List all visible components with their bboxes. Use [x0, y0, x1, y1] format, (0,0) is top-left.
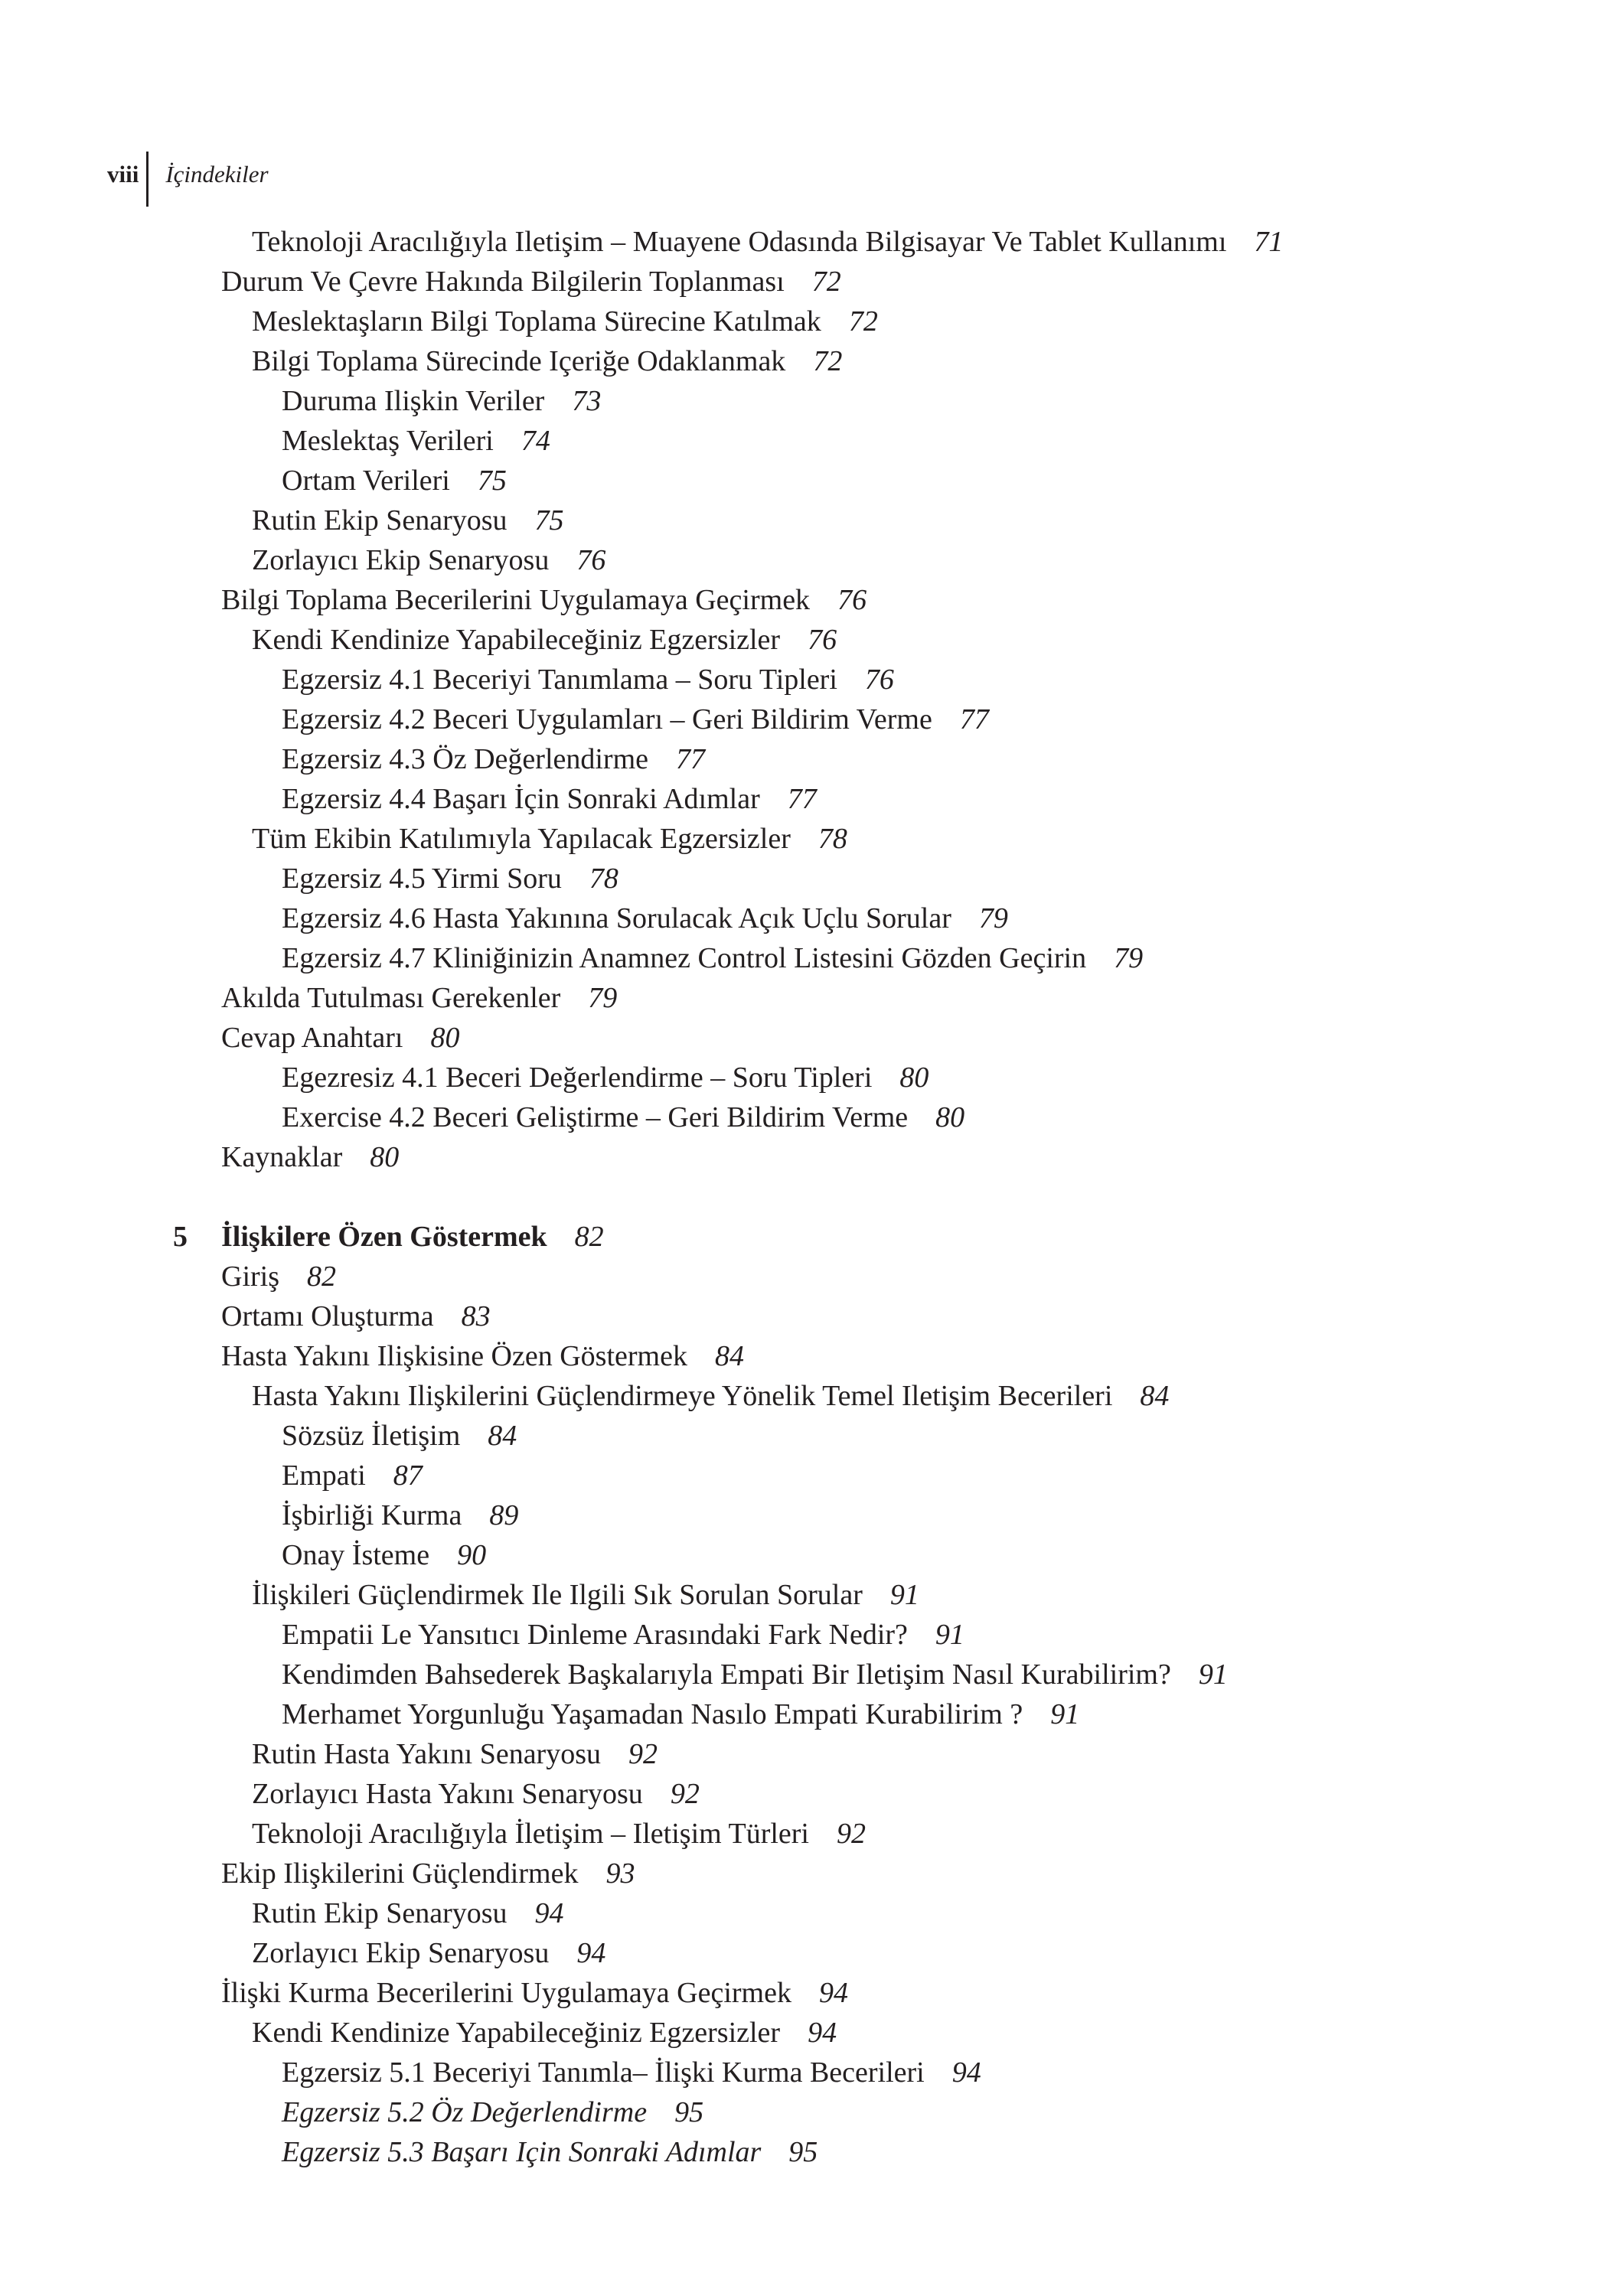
toc-entry: [0, 1137, 1609, 1177]
header-divider: [146, 152, 148, 207]
toc-entry-page: 79: [978, 902, 1008, 934]
chapter-number: 5: [173, 1221, 188, 1253]
toc-entry-page: 78: [589, 863, 618, 895]
toc-entry-title: Rutin Hasta Yakını Senaryosu: [252, 1738, 601, 1770]
toc-entry: [0, 1058, 1609, 1097]
toc-entry: [0, 938, 1609, 978]
toc-entry-page: 76: [837, 584, 867, 616]
toc-entry-page: 79: [1114, 942, 1144, 974]
toc-entry-page: 74: [521, 425, 550, 457]
toc-entry-title: Egezresiz 4.1 Beceri Değerlendirme – Soru Tipleri: [282, 1062, 873, 1094]
toc-entry-title: Egzersiz 5.2 Öz Değerlendirme: [282, 2096, 648, 2128]
toc-entry: [0, 1495, 1609, 1535]
toc-entry-title: Empatii Le Yansıtıcı Dinleme Arasındaki Fark Nedir?: [282, 1619, 908, 1651]
page-number: viii: [107, 161, 139, 188]
toc-entry-page: 76: [576, 544, 606, 576]
toc-entry-page: 91: [1050, 1698, 1080, 1730]
toc-entry: [0, 1814, 1609, 1854]
toc-entry-title: Cevap Anahtarı: [221, 1022, 403, 1054]
toc-entry-page: 94: [808, 2017, 837, 2049]
toc-entry-page: 84: [488, 1420, 517, 1452]
toc-entry-title: Egzersiz 5.1 Beceriyi Tanımla– İlişki Kurma Becerileri: [282, 2056, 925, 2089]
toc-entry: [0, 381, 1609, 421]
toc-entry: [0, 1694, 1609, 1734]
toc-entry: [0, 461, 1609, 501]
toc-entry: [0, 1774, 1609, 1814]
toc-entry-title: Exercise 4.2 Beceri Geliştirme – Geri Bildirim Verme: [282, 1101, 909, 1133]
toc-entry-page: 92: [670, 1778, 700, 1810]
toc-entry-page: 91: [935, 1619, 964, 1651]
toc-entry-title: Zorlayıcı Hasta Yakını Senaryosu: [252, 1778, 643, 1810]
toc-entry-title: İlişkileri Güçlendirmek Ile Ilgili Sık Sorulan Sorular: [252, 1579, 863, 1611]
toc-entry-title: Rutin Ekip Senaryosu: [252, 1897, 508, 1929]
toc-entry: [0, 1416, 1609, 1456]
toc-entry-page: 84: [714, 1340, 744, 1372]
toc-entry-title: Hasta Yakını Ilişkilerini Güçlendirmeye Yönelik Temel Iletişim Becerileri: [252, 1380, 1113, 1412]
toc-entry-page: 95: [788, 2136, 818, 2168]
toc-entry-page: 91: [1198, 1658, 1228, 1691]
toc-entry: [0, 1257, 1609, 1296]
running-title: İçindekiler: [165, 161, 269, 188]
table-of-contents: [0, 222, 1609, 2172]
toc-entry-page: 83: [461, 1300, 491, 1332]
toc-entry-title: Egzersiz 5.3 Başarı Için Sonraki Adımlar: [282, 2136, 762, 2168]
toc-entry: [0, 620, 1609, 660]
toc-entry-page: 78: [818, 823, 847, 855]
toc-entry: [0, 1018, 1609, 1058]
toc-entry-page: 75: [477, 465, 507, 497]
toc-entry-page: 91: [889, 1579, 919, 1611]
toc-entry-page: 75: [534, 504, 564, 536]
toc-entry: [0, 739, 1609, 779]
toc-entry-title: Meslektaş Verileri: [282, 425, 494, 457]
toc-entry: [0, 1933, 1609, 1973]
toc-entry-title: Kaynaklar: [221, 1141, 343, 1173]
toc-entry-title: Giriş: [221, 1261, 279, 1293]
toc-entry-title: Ekip Ilişkilerini Güçlendirmek: [221, 1857, 579, 1890]
toc-entry-page: 72: [811, 266, 841, 298]
toc-entry-page: 72: [848, 305, 878, 338]
toc-entry-page: 84: [1140, 1380, 1170, 1412]
toc-entry-page: 80: [935, 1101, 965, 1133]
toc-entry-page: 94: [951, 2056, 981, 2089]
toc-entry-title: Kendimden Bahsederek Başkalarıyla Empati Bir Iletişim Nasıl Kurabilirim?: [282, 1658, 1171, 1691]
toc-entry-page: 77: [787, 783, 817, 815]
toc-entry-title: Egzersiz 4.7 Kliniğinizin Anamnez Control Listesini Gözden Geçirin: [282, 942, 1087, 974]
toc-entry-page: 90: [457, 1539, 487, 1571]
toc-entry: [0, 262, 1609, 302]
toc-entry: [0, 580, 1609, 620]
toc-entry-title: Egzersiz 4.3 Öz Değerlendirme: [282, 743, 649, 775]
toc-entry-page: 93: [605, 1857, 635, 1890]
toc-entry: [0, 859, 1609, 899]
toc-entry-title: Kendi Kendinize Yapabileceğiniz Egzersizler: [252, 624, 781, 656]
toc-entry: [0, 1456, 1609, 1495]
toc-entry: [0, 1535, 1609, 1575]
toc-entry: [0, 421, 1609, 461]
toc-entry: [0, 302, 1609, 341]
toc-entry-title: Rutin Ekip Senaryosu: [252, 504, 508, 536]
toc-entry-title: Zorlayıcı Ekip Senaryosu: [252, 544, 550, 576]
toc-entry: [0, 1734, 1609, 1774]
toc-entry: [0, 2053, 1609, 2092]
toc-entry: [0, 660, 1609, 700]
toc-entry-title: Egzersiz 4.2 Beceri Uygulamları – Geri Bildirim Verme: [282, 703, 932, 735]
toc-entry-page: 92: [837, 1818, 866, 1850]
toc-entry: [0, 1655, 1609, 1694]
toc-entry-page: 80: [430, 1022, 460, 1054]
toc-entry: [0, 1296, 1609, 1336]
toc-entry-page: 71: [1254, 226, 1284, 258]
toc-entry: [0, 2132, 1609, 2172]
toc-entry-title: Ortam Verileri: [282, 465, 450, 497]
toc-entry-title: Durum Ve Çevre Hakında Bilgilerin Toplanması: [221, 266, 785, 298]
toc-entry-title: Duruma Ilişkin Veriler: [282, 385, 545, 417]
toc-entry-page: 82: [574, 1221, 604, 1253]
toc-entry: [0, 540, 1609, 580]
toc-entry-title: Egzersiz 4.1 Beceriyi Tanımlama – Soru Tipleri: [282, 664, 837, 696]
toc-entry-title: Hasta Yakını Ilişkisine Özen Göstermek: [221, 1340, 687, 1372]
toc-entry: [0, 1097, 1609, 1137]
toc-entry-title: Onay İsteme: [282, 1539, 430, 1571]
toc-entry-title: Sözsüz İletişim: [282, 1420, 461, 1452]
toc-entry: [0, 1336, 1609, 1376]
toc-entry: [0, 2013, 1609, 2053]
toc-entry: [0, 819, 1609, 859]
toc-entry-title: Merhamet Yorgunluğu Yaşamadan Nasılo Empati Kurabilirim ?: [282, 1698, 1023, 1730]
toc-entry: [0, 1893, 1609, 1933]
toc-entry-page: 72: [813, 345, 843, 377]
toc-entry-title: Tüm Ekibin Katılımıyla Yapılacak Egzersizler: [252, 823, 791, 855]
toc-entry-title: Teknoloji Aracılığıyla İletişim – Iletişim Türleri: [252, 1818, 809, 1850]
toc-entry-title: Bilgi Toplama Becerilerini Uygulamaya Geçirmek: [221, 584, 811, 616]
toc-entry-page: 94: [818, 1977, 848, 2009]
toc-entry-page: 94: [534, 1897, 564, 1929]
toc-entry-page: 92: [628, 1738, 658, 1770]
toc-chapter-entry: [0, 1217, 1609, 1257]
toc-entry-page: 77: [676, 743, 706, 775]
toc-entry: [0, 978, 1609, 1018]
toc-entry-title: Zorlayıcı Ekip Senaryosu: [252, 1937, 550, 1969]
toc-entry-title: Akılda Tutulması Gerekenler: [221, 982, 561, 1014]
toc-entry-page: 95: [674, 2096, 704, 2128]
toc-entry-page: 80: [899, 1062, 929, 1094]
toc-entry: [0, 779, 1609, 819]
toc-entry-title: İlişki Kurma Becerilerini Uygulamaya Geçirmek: [221, 1977, 791, 2009]
toc-entry-title: Bilgi Toplama Sürecinde Içeriğe Odaklanmak: [252, 345, 786, 377]
toc-entry-page: 82: [307, 1261, 336, 1293]
toc-entry: [0, 1973, 1609, 2013]
toc-entry: [0, 1854, 1609, 1893]
toc-entry-title: Egzersiz 4.6 Hasta Yakınına Sorulacak Açık Uçlu Sorular: [282, 902, 951, 934]
toc-entry: [0, 2092, 1609, 2132]
toc-entry-title: Ortamı Oluşturma: [221, 1300, 434, 1332]
toc-entry-title: Egzersiz 4.4 Başarı İçin Sonraki Adımlar: [282, 783, 760, 815]
toc-entry: [0, 501, 1609, 540]
toc-entry-title: Meslektaşların Bilgi Toplama Sürecine Katılmak: [252, 305, 821, 338]
running-header: [107, 152, 269, 207]
toc-entry: [0, 341, 1609, 381]
toc-entry: [0, 700, 1609, 739]
toc-entry-title: İlişkilere Özen Göstermek: [221, 1221, 547, 1253]
toc-entry-page: 76: [808, 624, 837, 656]
toc-entry: [0, 1615, 1609, 1655]
toc-entry-page: 79: [588, 982, 618, 1014]
toc-entry-page: 89: [489, 1499, 519, 1531]
toc-entry-title: Egzersiz 4.5 Yirmi Soru: [282, 863, 562, 895]
toc-entry: [0, 899, 1609, 938]
toc-entry: [0, 1575, 1609, 1615]
toc-entry-title: Empati: [282, 1459, 366, 1492]
toc-entry-page: 77: [959, 703, 989, 735]
toc-entry-title: Kendi Kendinize Yapabileceğiniz Egzersizler: [252, 2017, 781, 2049]
toc-entry: [0, 222, 1609, 262]
toc-entry-page: 87: [393, 1459, 423, 1492]
toc-entry-page: 80: [370, 1141, 400, 1173]
toc-entry: [0, 1376, 1609, 1416]
toc-entry-page: 94: [576, 1937, 606, 1969]
toc-entry-page: 76: [864, 664, 894, 696]
toc-entry-page: 73: [572, 385, 602, 417]
toc-entry-title: İşbirliği Kurma: [282, 1499, 462, 1531]
toc-entry-title: Teknoloji Aracılığıyla Iletişim – Muayene Odasında Bilgisayar Ve Tablet Kullanımı: [252, 226, 1227, 258]
